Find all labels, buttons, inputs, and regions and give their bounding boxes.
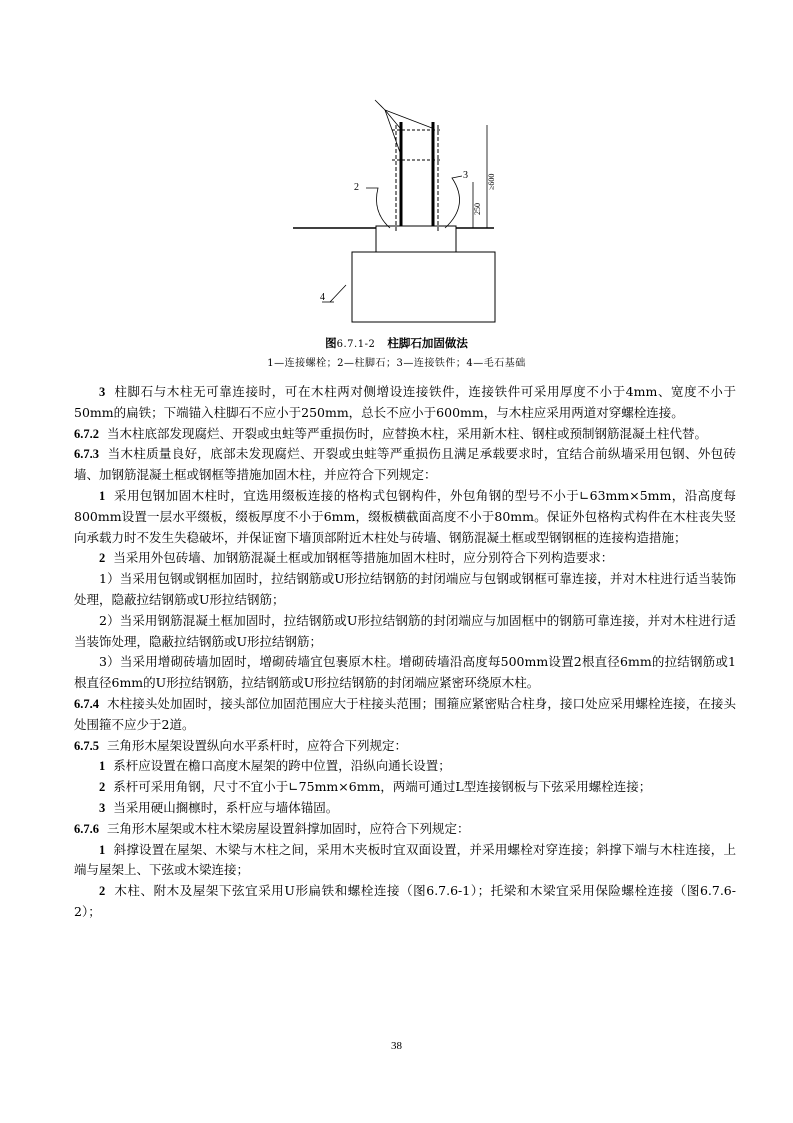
- leader-line: [366, 188, 390, 228]
- leader-line: [445, 176, 462, 228]
- item-number: 2: [99, 884, 106, 899]
- leader-line: [385, 110, 402, 158]
- clause-number: 6.7.5: [74, 738, 99, 753]
- figure-number: 6.7.1-2: [336, 339, 376, 350]
- item-number: 3: [99, 385, 106, 399]
- item-number: 1: [99, 842, 106, 857]
- clause-number: 6.7.3: [74, 447, 99, 462]
- sub-paragraph: 2）当采用钢筋混凝土框加固时，拉结钢筋或U形拉结钢筋的封闭端应与加固框中的钢筋可靠连接，并对木柱进行适当装饰处理，隐蔽拉结钢筋或U形拉结钢筋；: [74, 612, 736, 649]
- paragraph: [74, 486, 736, 548]
- item-number: 1: [99, 488, 106, 503]
- figure-title: [0, 335, 793, 351]
- paragraph: [74, 798, 736, 819]
- item-number: 3: [99, 800, 106, 815]
- clause-number: 6.7.6: [74, 821, 99, 836]
- page-number: 38: [391, 1040, 402, 1052]
- figure-label-2: 2: [354, 182, 359, 193]
- figure-title-text: 柱脚石加固做法: [387, 336, 468, 350]
- paragraph: [74, 881, 736, 923]
- paragraph: [74, 382, 736, 424]
- sub-paragraph: 3）当采用增砌砖墙加固时，增砌砖墙宜包裹原木柱。增砌砖墙沿高度每500mm设置2根直径6mm的拉结钢筋或1根直径6mm的U形拉结钢筋，拉结钢筋或U形拉结钢筋的封闭端应紧密环绕原木柱。: [74, 654, 736, 691]
- column-base-stone: [376, 226, 456, 252]
- paragraph-text: 三角形木屋架设置纵向水平系杆时，应符合下列规定：: [106, 737, 407, 753]
- figure-label-4: 4: [320, 292, 325, 303]
- item-number: 2: [99, 551, 106, 566]
- figure-legend: 1—连接螺栓；2—柱脚石；3—连接铁件；4—毛石基础: [267, 358, 526, 369]
- paragraph: [74, 756, 736, 777]
- clause: [74, 819, 736, 840]
- body-text: [74, 382, 736, 923]
- figure-title-prefix: 图: [325, 336, 337, 350]
- dimension-250: 250: [473, 203, 482, 215]
- leader-line: [330, 285, 346, 302]
- leader-line: [375, 100, 385, 110]
- paragraph-text: 系杆可采用角钢，尺寸不宜小于∟75mm×6mm，两端可通过L型连接钢板与下弦采用螺栓连接；: [113, 779, 652, 795]
- paragraph: [74, 777, 736, 798]
- dimension-600: ≥600: [487, 173, 496, 190]
- paragraph-text: 当采用外包砖墙、加钢筋混凝土框或加钢框等措施加固木柱时，应分别符合下列构造要求：: [113, 550, 614, 566]
- clause: [74, 736, 736, 757]
- clause: [74, 424, 736, 445]
- clause-number: 6.7.4: [74, 696, 99, 711]
- clause: [74, 444, 736, 486]
- paragraph-text: 系杆应设置在檐口高度木屋架的跨中位置，沿纵向通长设置；: [113, 758, 451, 774]
- sub-paragraph: 1）当采用包钢或钢框加固时，拉结钢筋或U形拉结钢筋的封闭端应与包钢或钢框可靠连接，并对木柱进行适当装饰处理，隐蔽拉结钢筋或U形拉结钢筋；: [74, 571, 736, 607]
- paragraph: [74, 840, 736, 882]
- paragraph-text: 三角形木屋架或木柱木梁房屋设置斜撑加固时，应符合下列规定：: [106, 820, 470, 836]
- item-number: 2: [99, 780, 106, 795]
- paragraph-text: 柱脚石与木柱无可靠连接时，可在木柱两对侧增设连接铁件，连接铁件可采用厚度不小于4mm、宽度不小于50mm的扁铁；下端锚入柱脚石不应小于250mm，总长不应小于600mm，与木柱应采用两道对穿螺栓连接。: [74, 384, 736, 420]
- paragraph-text: 木柱、附木及屋架下弦宜采用U形扁铁和螺栓连接（图6.7.6-1）；托梁和木梁宜采用保险螺栓连接（图6.7.6-2）；: [74, 883, 736, 919]
- rubble-foundation: [352, 252, 495, 322]
- clause-number: 6.7.2: [74, 426, 99, 441]
- paragraph-text: 当木柱底部发现腐烂、开裂或虫蛀等严重损伤时，应替换木柱，采用新木柱、钢柱或预制钢筋混凝土柱代替。: [106, 425, 707, 441]
- paragraph-text: 当木柱质量良好，底部未发现腐烂、开裂或虫蛀等严重损伤且满足承载要求时，宜结合前纵墙采用包钢、外包砖墙、加钢筋混凝土框或钢框等措施加固木柱，并应符合下列规定：: [74, 446, 736, 483]
- paragraph: [74, 548, 736, 569]
- paragraph-text: 当采用硬山搁檩时，系杆应与墙体锚固。: [113, 799, 339, 815]
- figure-label-3: 3: [463, 170, 468, 181]
- paragraph-text: 斜撑设置在屋架、木梁与木柱之间，采用木夹板时宜双面设置，并采用螺栓对穿连接；斜撑下端与木柱连接，上端与屋架上、下弦或木梁连接；: [74, 841, 736, 878]
- figure-column-base-reinforcement: [0, 0, 793, 330]
- paragraph-text: 采用包钢加固木柱时，宜选用缀板连接的格构式包钢构件，外包角钢的型号不小于∟63mm×5mm，沿高度每800mm设置一层水平缀板，缀板厚度不小于6mm，缀板横截面高度不小于80mm。保证外包格构式构件在木柱丧失竖向承载力时不发生失稳破坏，并保证窗下墙顶部附近木柱处与砖墙、钢筋混凝土框或型钢钢框的连接构造措施；: [74, 487, 736, 545]
- clause: [74, 694, 736, 736]
- item-number: 1: [99, 759, 106, 774]
- paragraph-text: 木柱接头处加固时，接头部位加固范围应大于柱接头范围；围箍应紧密贴合柱身，接口处应采用螺栓连接，在接头处围箍不应少于2道。: [74, 695, 736, 732]
